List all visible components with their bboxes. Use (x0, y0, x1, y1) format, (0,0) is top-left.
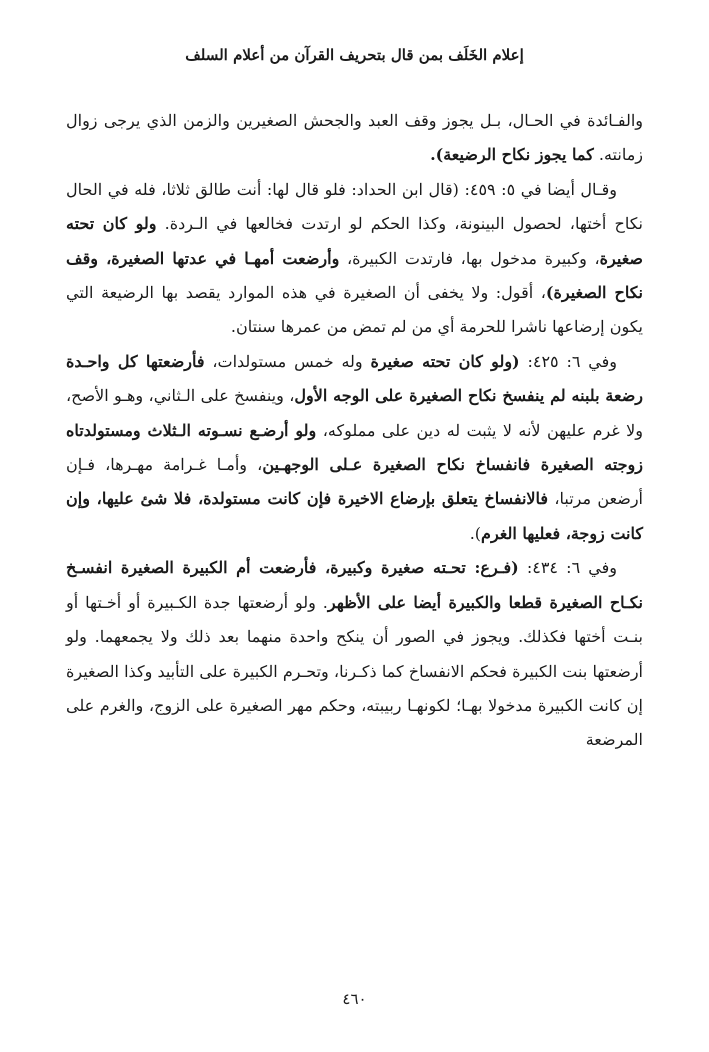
text-run: والفـائدة في الحـال، بـل يجوز وقف العبد والجحش الصغيرين والزمن الذي يرجى زوال زمانته. (66, 111, 643, 165)
running-header: إعلام الخَلَف بمن قال بتحريف القرآن من أعلام السلف (185, 46, 524, 64)
text-run: وقـال أيضا في ٥: ٤٥٩: (قال ابن الحداد: فلو قال لها: أنت طالق ثلاثا، فله في الحال نكاح أختها، لحصول البينونة، وكذا الحكم لو ارتدت فخالعها في الـردة. (66, 179, 644, 234)
text-run: وله خمس مستولدات، (204, 351, 371, 371)
paragraph-3 (66, 345, 643, 551)
bold-text-run: كما يجوز نكاح الرضيعة). (430, 145, 594, 165)
page-number: ٤٦٠ (342, 990, 367, 1008)
bold-text-run: ولو أرضـع نسـوته الـثلاث ومستولدتاه زوجته الصغيرة فانفساخ نكاح الصغيرة عـلى الوجهـين (66, 420, 644, 475)
paragraph-2 (66, 173, 643, 345)
text-run: ، وينفسخ على الـثاني، وهـو الأصح، ولا غرم عليهن لأنه لا يثبت له دين على مملوكه، (66, 386, 643, 440)
bold-text-run: (ولو كان تحته صغيرة (370, 351, 520, 371)
bold-text-run: فأرضعتها كل واحـدة رضعة بلبنه لم ينفسخ نكاح الصغيرة على الوجه الأول (66, 351, 644, 406)
text-run: . ولو أرضعتها جدة الكـبيرة أو أخـتها أو بنـت أختها فكذلك. ويجوز في الصور أن ينكح واحدة منهما بعد ذلك ولا يجمعهما. ولو أرضعتها بنت الكبيرة فحكم الانفساخ كما ذكـرنا، وتحـرم الكبيرة على التأبيد وكذا الصغيرة إن كانت الكبيرة مدخولا بهـا؛ لكونهـا ربيبته، وحكم مهر الصغيرة على الزوج، والغرم على المرضعة (66, 592, 644, 750)
bold-text-run: فالانفساخ يتعلق بإرضاع الاخيرة فإن كانت مستولدة، فلا شئ عليها، وإن كانت زوجة، فعليها الغرم (66, 489, 643, 543)
paragraph-4 (66, 551, 643, 757)
page-body (66, 104, 643, 758)
text-run: ). (469, 523, 482, 543)
bold-text-run: وأرضعت أمهـا في عدتها الصغيرة، وقف نكاح الصغيرة) (66, 248, 644, 303)
text-run: وفي ٦: ٤٢٥: (519, 351, 618, 371)
text-run: ، أقول: ولا يخفى أن الصغيرة في هذه الموارد يقصد بها الرضيعة التي يكون إرضاعها ناشرا للحرمة أي من لم تمض من عمرها سنتان. (66, 283, 643, 337)
bold-text-run: ولو كان تحته صغيرة (66, 214, 644, 268)
bold-text-run: (فـرع: تحـته صغيرة وكبيرة، فأرضعت أم الكبيرة الصغيرة انفسـخ نكـاح الصغيرة قطعا والكبيرة أيضا على الأظهر (66, 558, 643, 612)
text-run: ، وكبيرة مدخول بها، فارتدت الكبيرة، (339, 248, 600, 268)
text-run: وفي ٦: ٤٣٤: (518, 558, 618, 578)
paragraph-1 (66, 104, 643, 173)
text-run: ، وأمـا غـرامة مهـرها، فـإن أرضعن مرتبا، (66, 455, 643, 509)
